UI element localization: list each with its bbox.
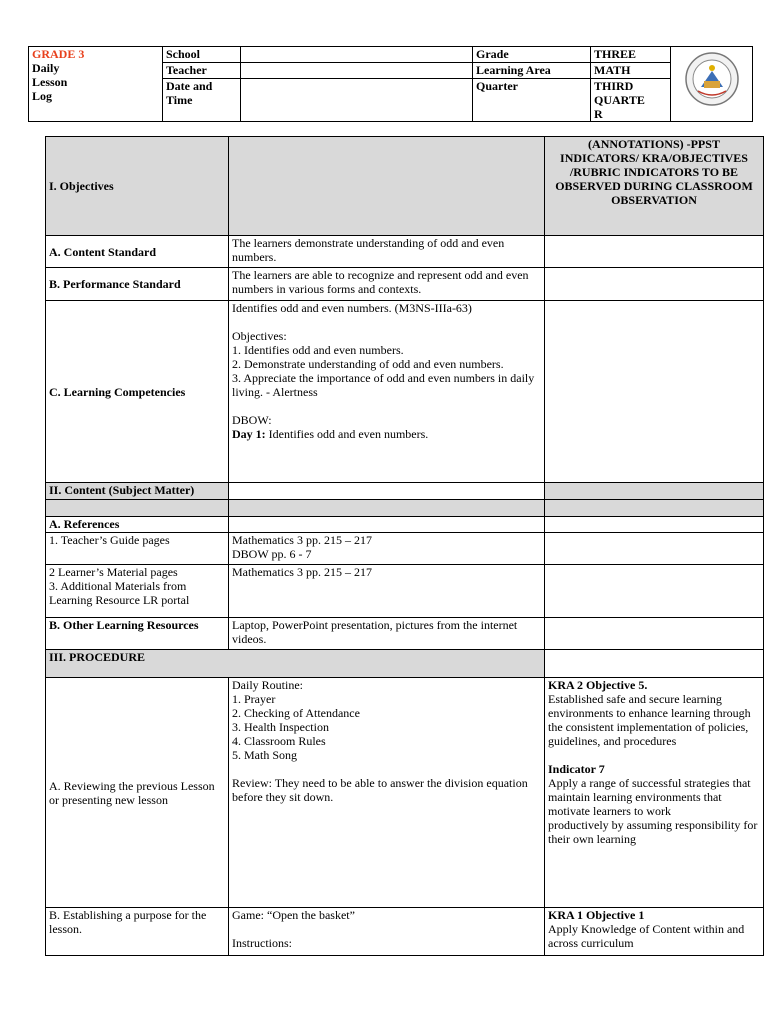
- other-resources-annotation: [545, 618, 764, 650]
- quarter-label: Quarter: [473, 79, 591, 122]
- references-blank: [229, 517, 545, 533]
- indicator-title: Indicator 7: [548, 762, 605, 776]
- competencies-annotation: [545, 301, 764, 483]
- day1-text: Identifies odd and even numbers.: [265, 427, 429, 441]
- purpose-label: B. Establishing a purpose for the lesson.: [46, 908, 229, 956]
- references-label: A. References: [46, 517, 229, 533]
- log-title: Daily Lesson Log: [32, 61, 68, 103]
- performance-standard-annotation: [545, 268, 764, 301]
- performance-standard-label: B. Performance Standard: [46, 268, 229, 301]
- grade-label: Grade: [473, 47, 591, 63]
- school-value: [241, 47, 473, 63]
- indicator-text: Apply a range of successful strategies that maintain learning environments that motivate learners to work productively by assuming responsibility for their own learning: [548, 776, 758, 846]
- procedure-heading: III. PROCEDURE: [46, 650, 545, 678]
- day1-line: [232, 427, 541, 441]
- log-title-cell: [29, 47, 163, 122]
- school-label: School: [163, 47, 241, 63]
- purpose-annotation: [545, 908, 764, 956]
- grade-title: GRADE 3: [32, 47, 85, 61]
- procedure-annotation: [545, 650, 764, 678]
- content-standard-annotation: [545, 236, 764, 268]
- review-annotation: [545, 678, 764, 908]
- content-standard-label: A. Content Standard: [46, 236, 229, 268]
- references-annotation: [545, 517, 764, 533]
- learning-area-value: MATH: [591, 63, 671, 79]
- annotations-heading: (ANNOTATIONS) -PPST INDICATORS/ KRA/OBJECTIVES /RUBRIC INDICATORS TO BE OBSERVED DURING CLASSROOM OBSERVATION: [545, 137, 764, 236]
- spacer-cell: [46, 500, 229, 517]
- performance-standard-text: The learners are able to recognize and represent odd and even numbers in various forms and contexts.: [229, 268, 545, 301]
- learning-area-label: Learning Area: [473, 63, 591, 79]
- tg-label: 1. Teacher’s Guide pages: [46, 533, 229, 565]
- tg-annotation: [545, 533, 764, 565]
- objectives-blank: [229, 137, 545, 236]
- datetime-value: [241, 79, 473, 122]
- content-annotation: [545, 483, 764, 500]
- spacer-cell: [229, 500, 545, 517]
- grade-value: THREE: [591, 47, 671, 63]
- content-heading: II. Content (Subject Matter): [46, 483, 229, 500]
- competencies-text: Identifies odd and even numbers. (M3NS-IIIa-63) Objectives: 1. Identifies odd and even numbers. 2. Demonstrate understanding of odd and even numbers. 3. Appreciate the importance of odd and even numbers in daily living. - Alertness DBOW:: [232, 301, 535, 427]
- purpose-annotation-title: KRA 1 Objective 1: [548, 908, 645, 922]
- purpose-text: Game: “Open the basket” Instructions:: [229, 908, 545, 956]
- other-resources-label: B. Other Learning Resources: [46, 618, 229, 650]
- seal-cell: [671, 47, 753, 122]
- content-standard-text: The learners demonstrate understanding of odd and even numbers.: [229, 236, 545, 268]
- datetime-label: Date and Time: [163, 79, 241, 122]
- purpose-annotation-text: Apply Knowledge of Content within and across curriculum: [548, 922, 745, 950]
- objectives-heading: I. Objectives: [46, 137, 229, 236]
- lesson-table: [45, 136, 764, 956]
- lm-text: Mathematics 3 pp. 215 – 217: [229, 565, 545, 618]
- teacher-label: Teacher: [163, 63, 241, 79]
- school-seal-logo: [684, 51, 740, 107]
- review-label: A. Reviewing the previous Lesson or presenting new lesson: [46, 678, 229, 908]
- other-resources-text: Laptop, PowerPoint presentation, pictures from the internet videos.: [229, 618, 545, 650]
- header-table: [28, 46, 753, 122]
- review-annotation-title: KRA 2 Objective 5.: [548, 678, 648, 692]
- competencies-cell: [229, 301, 545, 483]
- quarter-value: THIRD QUARTE R: [591, 79, 671, 122]
- spacer-cell: [545, 500, 764, 517]
- lm-annotation: [545, 565, 764, 618]
- review-text: Daily Routine: 1. Prayer 2. Checking of Attendance 3. Health Inspection 4. Classroom Rules 5. Math Song Review: They need to be able to answer the division equation before they sit down.: [229, 678, 545, 908]
- day1-label: Day 1:: [232, 427, 266, 441]
- tg-text: Mathematics 3 pp. 215 – 217 DBOW pp. 6 - 7: [229, 533, 545, 565]
- teacher-value: [241, 63, 473, 79]
- lm-label: 2 Learner’s Material pages 3. Additional Materials from Learning Resource LR portal: [46, 565, 229, 618]
- review-annotation-text: Established safe and secure learning environments to enhance learning through the consistent implementation of policies, guidelines, and procedures: [548, 692, 751, 748]
- content-blank: [229, 483, 545, 500]
- competencies-label: C. Learning Competencies: [46, 301, 229, 483]
